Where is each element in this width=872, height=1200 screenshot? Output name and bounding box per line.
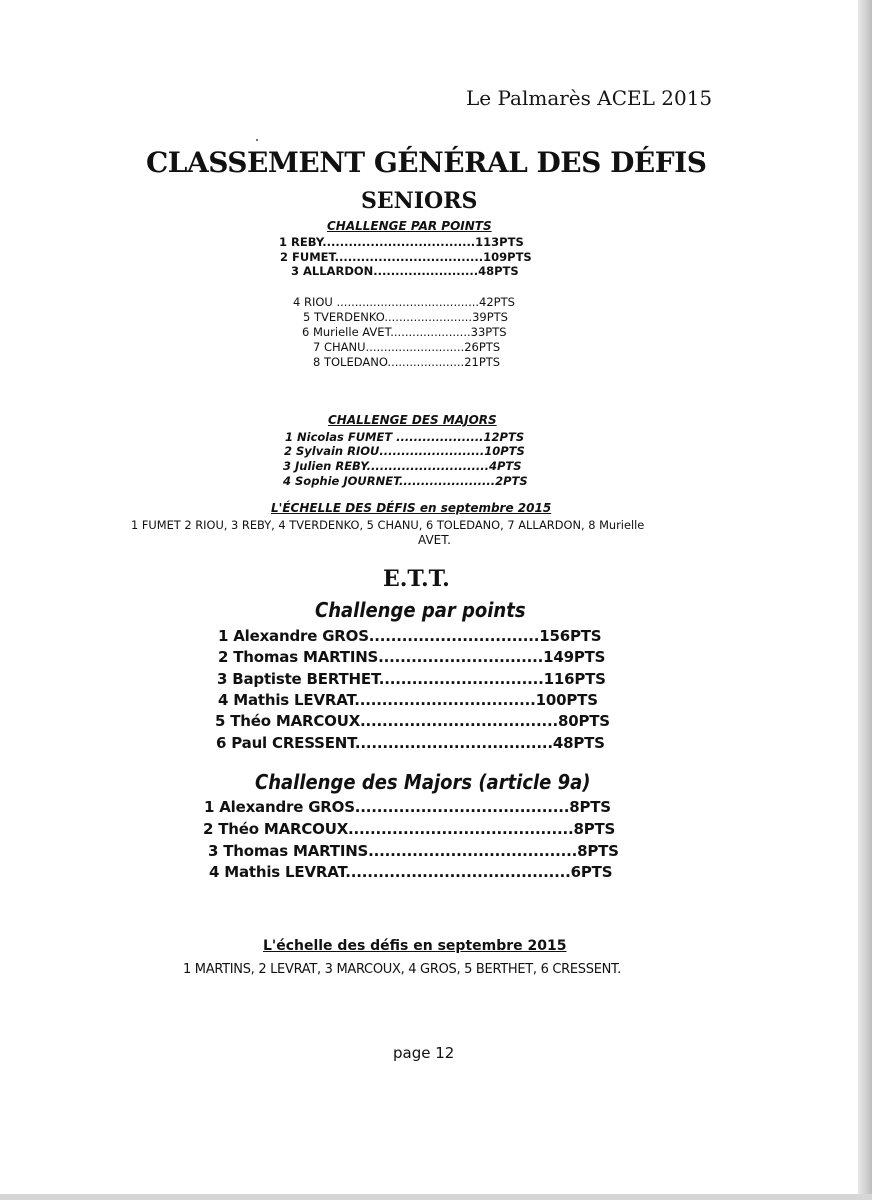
ett-ladder-heading: L'échelle des défis en septembre 2015 <box>263 938 567 954</box>
seniors-points-row: 6 Murielle AVET......................33PTS <box>302 325 507 339</box>
scan-speck <box>256 139 258 141</box>
seniors-ladder-heading: L'ÉCHELLE DES DÉFIS en septembre 2015 <box>271 501 552 515</box>
ett-points-row: 2 Thomas MARTINS..............................149PTS <box>218 648 606 666</box>
seniors-title: SENIORS <box>361 188 478 214</box>
seniors-points-row: 7 CHANU...........................26PTS <box>313 340 501 354</box>
page-bottom-edge <box>0 1194 872 1200</box>
ett-ladder-line: 1 MARTINS, 2 LEVRAT, 3 MARCOUX, 4 GROS, 5 BERTHET, 6 CRESSENT. <box>183 962 621 977</box>
seniors-majors-row: 1 Nicolas FUMET ....................12PTS <box>285 430 525 444</box>
seniors-points-row: 5 TVERDENKO........................39PTS <box>303 310 508 324</box>
ett-majors-row: 2 Théo MARCOUX.........................................8PTS <box>203 820 616 838</box>
running-header: Le Palmarès ACEL 2015 <box>466 86 713 110</box>
seniors-majors-row: 2 Sylvain RIOU........................10PTS <box>284 444 525 458</box>
ett-points-row: 5 Théo MARCOUX....................................80PTS <box>215 712 610 730</box>
ett-points-row: 6 Paul CRESSENT....................................48PTS <box>216 734 605 752</box>
seniors-ladder-line: AVET. <box>418 533 451 547</box>
ett-majors-row: 4 Mathis LEVRAT.........................................6PTS <box>209 863 613 881</box>
seniors-ladder-line: 1 FUMET 2 RIOU, 3 REBY, 4 TVERDENKO, 5 CHANU, 6 TOLEDANO, 7 ALLARDON, 8 Murielle <box>131 518 645 532</box>
seniors-majors-row: 3 Julien REBY............................4PTS <box>283 459 522 473</box>
ett-points-row: 3 Baptiste BERTHET..............................116PTS <box>217 670 606 688</box>
seniors-points-row: 2 FUMET..................................109PTS <box>280 250 532 264</box>
seniors-majors-row: 4 Sophie JOURNET......................2PTS <box>283 474 528 488</box>
ett-majors-row: 1 Alexandre GROS.......................................8PTS <box>204 798 611 816</box>
ett-majors-row: 3 Thomas MARTINS......................................8PTS <box>208 842 619 860</box>
ett-points-heading: Challenge par points <box>315 598 526 622</box>
page-title: CLASSEMENT GÉNÉRAL DES DÉFIS <box>146 146 707 179</box>
page-number: page 12 <box>393 1044 455 1062</box>
ett-points-row: 1 Alexandre GROS...............................156PTS <box>218 627 602 645</box>
seniors-points-row: 4 RIOU .......................................42PTS <box>293 295 515 309</box>
ett-points-row: 4 Mathis LEVRAT.................................100PTS <box>218 691 598 709</box>
page-edge-shadow <box>858 0 872 1200</box>
seniors-points-heading: CHALLENGE PAR POINTS <box>327 219 492 233</box>
seniors-points-row: 1 REBY...................................113PTS <box>279 235 524 249</box>
ett-title: E.T.T. <box>383 566 450 592</box>
ett-majors-heading: Challenge des Majors (article 9a) <box>255 770 591 794</box>
seniors-points-row: 8 TOLEDANO.....................21PTS <box>313 355 501 369</box>
seniors-majors-heading: CHALLENGE DES MAJORS <box>328 413 497 427</box>
seniors-points-row: 3 ALLARDON........................48PTS <box>291 264 519 278</box>
